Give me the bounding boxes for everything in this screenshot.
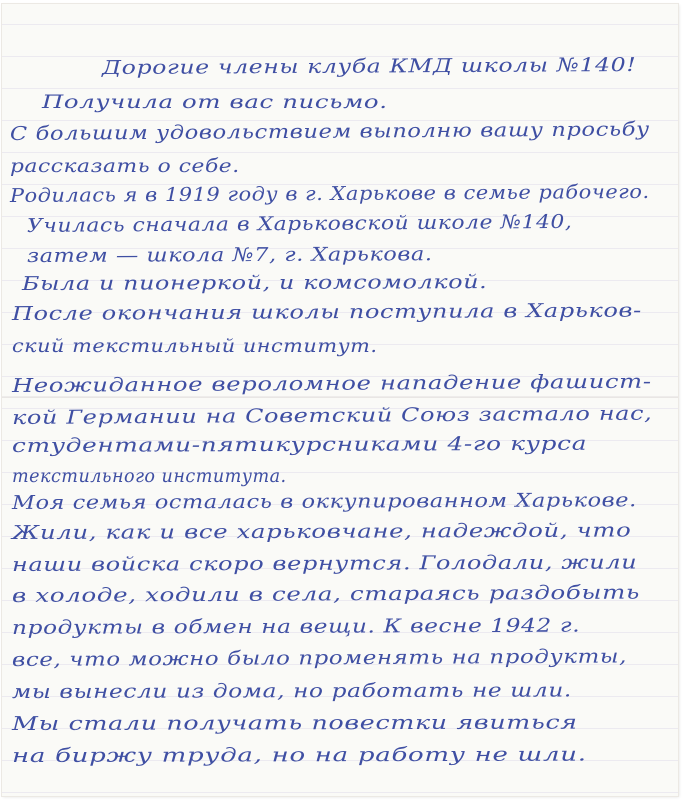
letter-line: Получила от вас письмо. xyxy=(42,91,388,113)
letter-line: на биржу труда, но на работу не шли. xyxy=(11,743,587,767)
letter-line: студентами-пятикурсниками 4-го курса xyxy=(11,432,588,457)
letter-line: Жили, как и все харьковчане, надеждой, что xyxy=(11,519,632,544)
letter-line: текстильного института. xyxy=(12,465,287,487)
letter-line: затем — школа №7, г. Харькова. xyxy=(26,243,433,267)
letter-line: Была и пионеркой, и комсомолкой. xyxy=(21,271,488,295)
letter-line-greeting: Дорогие члены клуба КМД школы №140! xyxy=(101,53,637,79)
letter-line: Училась сначала в Харьковской школе №140, xyxy=(26,210,573,237)
letter-page xyxy=(2,4,678,796)
letter-line: мы вынесли из дома, но работать не шли. xyxy=(11,679,572,703)
letter-line: все, что можно было променять на продукты, xyxy=(11,645,628,671)
letter-line: Мы стали получать повестки явиться xyxy=(11,711,578,735)
letter-line: Родилась я в 1919 году в г. Харькове в семье рабочего. xyxy=(9,180,650,207)
handwritten-letter xyxy=(2,4,678,796)
letter-line: После окончания школы поступила в Харьков- xyxy=(11,299,642,325)
letter-line: ский текстильный институт. xyxy=(12,335,378,357)
letter-line: кой Германии на Советский Союз застало нас, xyxy=(11,402,653,429)
letter-line: наши войска скоро вернутся. Голодали, жили xyxy=(11,551,638,576)
letter-line: продукты в обмен на вещи. К весне 1942 г. xyxy=(11,614,581,639)
letter-line: Неожиданное вероломное нападение фашист- xyxy=(11,370,652,397)
letter-line: рассказать о себе. xyxy=(10,155,240,177)
letter-line: С большим удовольствием выполню вашу просьбу xyxy=(9,118,650,145)
letter-line: Моя семья осталась в оккупированном Харькове. xyxy=(11,489,637,514)
letter-line: в холоде, ходили в села, стараясь раздобыть xyxy=(11,581,641,607)
